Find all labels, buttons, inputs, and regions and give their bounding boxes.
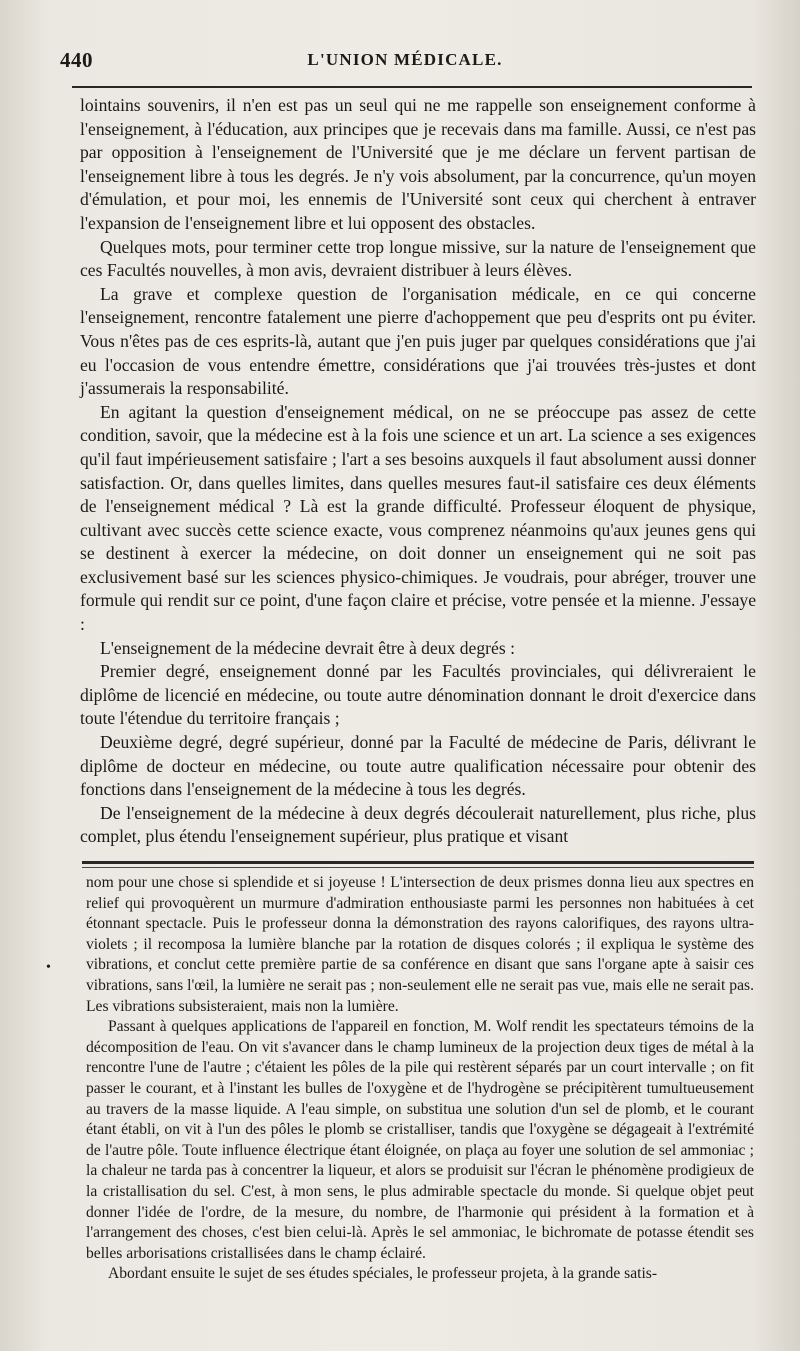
feuilleton-section — [86, 873, 754, 1285]
feuilleton-separator — [82, 861, 754, 864]
article-paragraph: Deuxième degré, degré supérieur, donné par la Faculté de médecine de Paris, délivrant le diplôme de docteur en médecine, ou toute autre qualification nécessaire pour obtenir des fonctions dans l'enseignement de la médecine à tous les degrés. — [80, 732, 756, 800]
main-article — [80, 94, 756, 849]
margin-dot: • — [46, 960, 51, 975]
page-header — [60, 48, 750, 78]
feuilleton-separator-thin — [82, 867, 754, 868]
article-paragraph: De l'enseignement de la médecine à deux degrés découlerait naturellement, plus riche, plus complet, plus étendu l'enseignement supérieur, plus pratique et visant — [80, 802, 756, 847]
article-paragraph: Premier degré, enseignement donné par les Facultés provinciales, qui délivreraient le diplôme de licencié en médecine, ou toute autre dénomination donnant le droit d'exercice dans toute l'étendue du territoire français ; — [80, 661, 756, 729]
page-number: 440 — [60, 48, 93, 72]
article-paragraph: En agitant la question d'enseignement médical, on ne se préoccupe pas assez de cette condition, savoir, que la médecine est à la fois une science et un art. La science a ses exigences qu'il faut impérieusement satisfaire ; l'art a ses besoins auxquels il faut absolument aussi donner satisfaction. Or, dans quelles limites, dans quelles mesures faut-il satisfaire ces deux éléments de l'enseignement médical ? Là est la grande difficulté. Professeur éloquent de physique, cultivant avec succès cette science exacte, vous comprenez néanmoins qu'aux jeunes gens qui se destinent à exercer la médecine, on doit donner un enseignement qui ne soit pas exclusivement basé sur les sciences physico-chimiques. Je voudrais, pour abréger, trouver une formule qui rendit sur ce point, d'une façon claire et précise, votre pensée et la mienne. J'essaye : — [80, 401, 756, 635]
article-paragraph: lointains souvenirs, il n'en est pas un seul qui ne me rappelle son enseignement conforme à l'enseignement, à l'éducation, aux principes que je recevais dans ma famille. Aussi, ce n'est pas par opposition à l'enseignement de l'Université que je me déclare un fervent partisan de l'enseignement libre à tous les degrés. Je n'y vois absolument, par la concurrence, qu'un moyen d'émulation, et pour moi, les ennemis de l'Université sont ceux qui cherchent à entraver l'expansion de l'enseignement libre et lui opposent des obstacles. — [80, 95, 756, 233]
journal-title: L'UNION MÉDICALE. — [307, 50, 503, 69]
header-rule — [72, 86, 752, 88]
article-paragraph: La grave et complexe question de l'organisation médicale, en ce qui concerne l'enseignement, rencontre fatalement une pierre d'achoppement que peu d'esprits ont pu éviter. Vous n'êtes pas de ces esprits-là, autant que j'en puis juger par quelques considérations que j'ai eu l'occasion de vous entendre émettre, considérations que j'ai trouvées très-justes et dont j'assumerais la responsabilité. — [80, 283, 756, 399]
feuilleton-paragraph: nom pour une chose si splendide et si joyeuse ! L'intersection de deux prismes donna lieu aux spectres en relief qui provoquèrent un murmure d'admiration enthousiaste parmi les personnes non habituées à cet étonnant spectacle. Puis le professeur donna la démonstration des rayons calorifiques, des rayons ultra-violets ; il recomposa la lumière blanche par la rotation de disques colorés ; il expliqua le système des vibrations, et conclut cette première partie de sa conférence en disant que sans l'organe apte à saisir ces vibrations, sans l'œil, la lumière ne serait pas ; non-seulement elle ne serait pas vue, mais elle ne serait pas. Les vibrations subsisteraient, mais non la lumière. — [86, 874, 754, 1015]
article-paragraph: L'enseignement de la médecine devrait être à deux degrés : — [100, 637, 515, 658]
article-paragraph: Quelques mots, pour terminer cette trop longue missive, sur la nature de l'enseignement que ces Facultés nouvelles, à mon avis, devraient distribuer à leurs élèves. — [80, 236, 756, 281]
feuilleton-paragraph: Abordant ensuite le sujet de ses études spéciales, le professeur projeta, à la grande satis- — [108, 1265, 658, 1283]
feuilleton-paragraph: Passant à quelques applications de l'appareil en fonction, M. Wolf rendit les spectateurs témoins de la décomposition de l'eau. On vit s'avancer dans le champ lumineux de la projection deux tiges de métal à la rencontre l'une de l'autre ; c'étaient les pôles de la pile qui restèrent séparés par un court intervalle ; on fit passer le courant, et à l'instant les bulles de l'oxygène et de l'hydrogène se précipitèrent tumultueusement au travers de la masse liquide. A l'eau simple, on substitua une solution d'un sel de plomb, et le courant étant établi, on vit à l'un des pôles le plomb se cristalliser, tandis que l'oxygène se dégageait à l'extrémité de l'autre pôle. Toute influence électrique étant éloignée, on plaça au foyer une solution de sel ammoniac ; la chaleur ne tarda pas à concentrer la liqueur, et alors se produisit sur l'écran le phénomène prodigieux de la cristallisation du sel. C'est, à mon sens, le plus admirable spectacle du monde. Si quelque objet peut donner l'idée de l'ordre, de la mesure, du nombre, de l'harmonie qui président à la formation et à l'arrangement des choses, c'est bien celui-là. Après le sel ammoniac, le bichromate de potasse étendit ses belles arborisations cristallisées dans le champ éclairé. — [86, 1018, 754, 1262]
